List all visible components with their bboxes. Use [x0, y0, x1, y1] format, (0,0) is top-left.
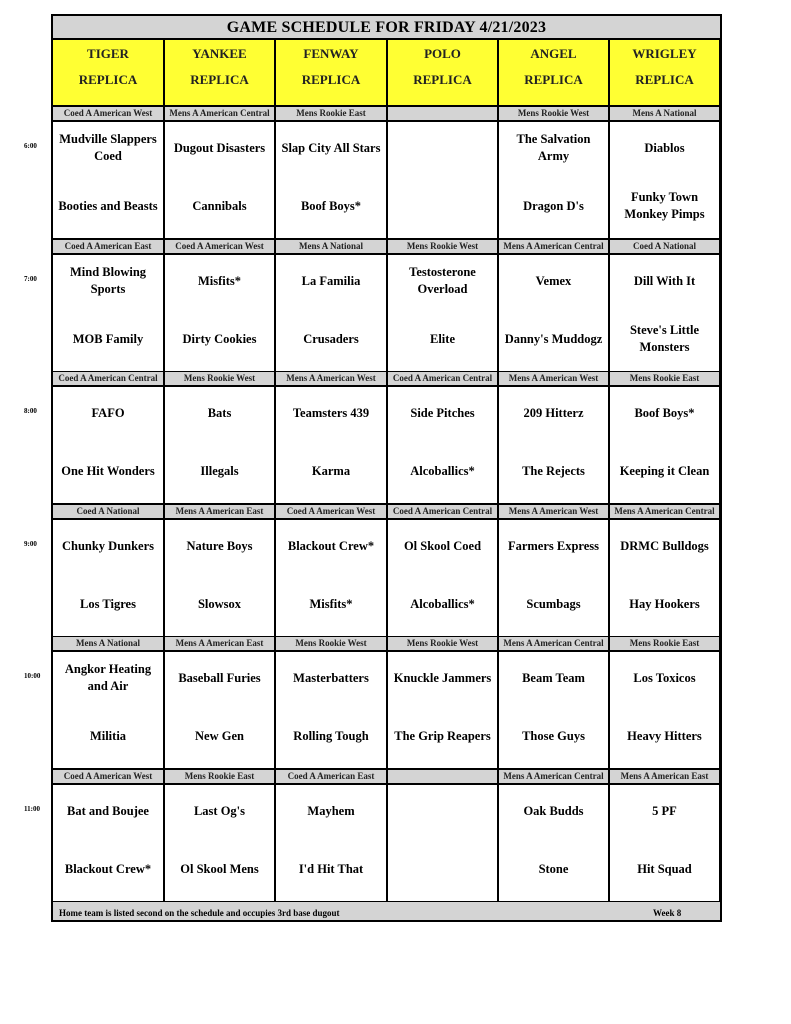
home-team: Los Tigres: [80, 596, 136, 611]
away-team: 5 PF: [652, 803, 677, 818]
home-team: Illegals: [200, 463, 239, 478]
away-team: Farmers Express: [507, 538, 600, 553]
away-team: DRMC Bulldogs: [620, 538, 709, 553]
division-label: Mens A American Central: [165, 107, 274, 120]
division-label: Mens A American Central: [499, 637, 608, 650]
time-label: 7:00: [24, 275, 37, 283]
field-name: ANGEL: [530, 46, 577, 61]
home-team: I'd Hit That: [298, 861, 364, 876]
field-subtitle: REPLICA: [635, 72, 694, 87]
home-team: Danny's Muddogz: [504, 331, 603, 346]
home-team: Alcoballics*: [410, 463, 475, 478]
home-team: Heavy Hitters: [627, 728, 702, 743]
division-label: Coed A American West: [53, 770, 163, 783]
division-label: [388, 107, 497, 120]
away-team: Baseball Furies: [178, 670, 261, 685]
away-team: Boof Boys*: [634, 405, 695, 420]
field-subtitle: REPLICA: [524, 72, 583, 87]
home-team: Misfits*: [309, 596, 353, 611]
away-team: Knuckle Jammers: [393, 670, 492, 685]
home-team: Booties and Beasts: [58, 198, 158, 213]
home-team: The Rejects: [522, 463, 585, 478]
away-team: Misfits*: [197, 273, 242, 288]
field-subtitle: REPLICA: [190, 72, 249, 87]
away-team: Chunky Dunkers: [61, 538, 155, 553]
division-label: Mens Rookie West: [276, 637, 386, 650]
page-title: GAME SCHEDULE FOR FRIDAY 4/21/2023: [53, 16, 720, 38]
away-team: Bats: [207, 405, 232, 420]
division-label: Mens A American West: [499, 505, 608, 518]
division-label: Mens Rookie West: [499, 107, 608, 120]
division-label: Coed A American East: [53, 240, 163, 253]
game-cell: [53, 520, 163, 636]
away-team: Nature Boys: [186, 538, 253, 553]
game-cell: [610, 520, 719, 636]
game-cell: [499, 122, 608, 238]
away-team: Mayhem: [307, 803, 355, 818]
division-label: Mens A American Central: [499, 770, 608, 783]
home-team: Funky Town Monkey Pimps: [624, 190, 705, 221]
home-team: Dirty Cookies: [182, 331, 257, 346]
game-cell: [388, 652, 497, 768]
game-cell: [610, 387, 719, 503]
away-team: 209 Hitterz: [523, 405, 584, 420]
time-label: 6:00: [24, 142, 37, 150]
game-cell: [388, 255, 497, 371]
game-cell: [388, 387, 497, 503]
division-label: Mens A American East: [610, 770, 719, 783]
away-team: Side Pitches: [410, 405, 475, 420]
field-subtitle: REPLICA: [413, 72, 472, 87]
home-team: Those Guys: [522, 728, 585, 743]
division-label: Coed A National: [53, 505, 163, 518]
field-subtitle: REPLICA: [301, 72, 361, 87]
division-label: Mens A National: [53, 637, 163, 650]
away-team: Los Toxicos: [633, 670, 696, 685]
away-team: FAFO: [91, 405, 125, 420]
game-cell: [499, 387, 608, 503]
division-label: Mens Rookie East: [610, 372, 719, 385]
field-name: FENWAY: [303, 46, 359, 61]
away-team: Dugout Disasters: [173, 140, 266, 155]
game-cell: [388, 122, 497, 238]
game-cell: [165, 387, 274, 503]
time-label: 11:00: [24, 805, 40, 813]
division-label: Mens Rookie West: [165, 372, 274, 385]
away-team: [390, 128, 495, 168]
home-team: Dragon D's: [523, 198, 584, 213]
home-team: Elite: [430, 331, 455, 346]
division-label: Mens A American East: [165, 637, 274, 650]
away-team: Beam Team: [522, 670, 585, 685]
away-team: Masterbatters: [293, 670, 369, 685]
away-team: [390, 791, 495, 831]
game-cell: [499, 520, 608, 636]
game-cell: [499, 255, 608, 371]
game-cell: [165, 255, 274, 371]
away-team: Mudville Slappers Coed: [59, 132, 157, 163]
field-name: WRIGLEY: [632, 46, 697, 61]
game-cell: [276, 255, 386, 371]
away-team: Teamsters 439: [292, 405, 370, 420]
game-cell: [53, 387, 163, 503]
field-header: [499, 40, 608, 105]
field-name: POLO: [424, 46, 461, 61]
home-team: Alcoballics*: [410, 596, 475, 611]
home-team: Stone: [538, 861, 569, 876]
home-team: Hit Squad: [637, 861, 692, 876]
home-team: Steve's Little Monsters: [629, 323, 700, 354]
away-team: Testosterone Overload: [409, 265, 476, 296]
home-team: Keeping it Clean: [619, 463, 710, 478]
home-team: Scumbags: [526, 596, 581, 611]
game-cell: [610, 785, 719, 901]
field-name: TIGER: [87, 46, 129, 61]
division-label: Mens A National: [610, 107, 719, 120]
division-label: Coed A American Central: [388, 372, 497, 385]
home-team: Boof Boys*: [300, 198, 362, 213]
division-label: Coed A American West: [165, 240, 274, 253]
division-label: Coed A American West: [53, 107, 163, 120]
game-cell: [610, 255, 719, 371]
game-cell: [53, 785, 163, 901]
division-label: [388, 770, 497, 783]
game-cell: [276, 520, 386, 636]
division-label: Mens Rookie East: [165, 770, 274, 783]
game-cell: [53, 122, 163, 238]
away-team: Oak Budds: [523, 803, 584, 818]
game-cell: [499, 652, 608, 768]
division-label: Mens A American Central: [610, 505, 719, 518]
field-header: [276, 40, 386, 105]
footer-bar: [53, 902, 720, 920]
game-cell: [165, 652, 274, 768]
week-label: Week 8: [653, 908, 682, 918]
schedule-table: [51, 14, 722, 922]
away-team: Blackout Crew*: [287, 538, 375, 553]
division-label: Mens A American West: [276, 372, 386, 385]
division-label: Mens Rookie West: [388, 637, 497, 650]
field-subtitle: REPLICA: [78, 72, 138, 87]
division-label: Coed A American Central: [53, 372, 163, 385]
field-header: [53, 40, 163, 105]
division-label: Mens A American Central: [499, 240, 608, 253]
game-cell: [276, 122, 386, 238]
game-cell: [499, 785, 608, 901]
game-cell: [165, 122, 274, 238]
home-team: Blackout Crew*: [64, 861, 152, 876]
footer-note: Home team is listed second on the schedule and occupies 3rd base dugout: [59, 908, 340, 918]
home-team: Crusaders: [303, 331, 359, 346]
away-team: Diablos: [644, 140, 685, 155]
time-label: 9:00: [24, 540, 37, 548]
division-label: Mens Rookie East: [276, 107, 386, 120]
game-cell: [388, 785, 497, 901]
away-team: Last Og's: [193, 803, 246, 818]
away-team: Mind Blowing Sports: [69, 265, 147, 296]
home-team: Ol Skool Mens: [180, 861, 259, 876]
home-team: Slowsox: [197, 596, 242, 611]
home-team: The Grip Reapers: [394, 728, 491, 743]
home-team: Hay Hookers: [629, 596, 700, 611]
home-team: Karma: [311, 463, 351, 478]
division-label: Coed A American East: [276, 770, 386, 783]
away-team: Slap City All Stars: [281, 140, 381, 155]
away-team: Dill With It: [633, 273, 696, 288]
away-team: Vemex: [535, 273, 572, 288]
game-cell: [165, 785, 274, 901]
game-cell: [610, 122, 719, 238]
home-team: Militia: [89, 728, 127, 743]
game-cell: [276, 785, 386, 901]
time-label: 8:00: [24, 407, 37, 415]
away-team: The Salvation Army: [516, 132, 591, 163]
away-team: Bat and Boujee: [67, 803, 149, 818]
home-team: New Gen: [195, 728, 244, 743]
game-cell: [610, 652, 719, 768]
division-label: Coed A National: [610, 240, 719, 253]
game-cell: [276, 652, 386, 768]
game-cell: [53, 255, 163, 371]
division-label: Coed A American West: [276, 505, 386, 518]
home-team: One Hit Wonders: [61, 463, 155, 478]
home-team: Rolling Tough: [293, 728, 369, 743]
game-cell: [388, 520, 497, 636]
home-team: [390, 849, 495, 889]
home-team: Cannibals: [192, 198, 247, 213]
away-team: Ol Skool Coed: [403, 538, 482, 553]
home-team: [390, 186, 495, 226]
game-cell: [53, 652, 163, 768]
division-label: Mens A American West: [499, 372, 608, 385]
division-label: Mens A American East: [165, 505, 274, 518]
field-name: YANKEE: [192, 46, 247, 61]
field-header: [165, 40, 274, 105]
home-team: MOB Family: [72, 331, 144, 346]
division-label: Mens Rookie East: [610, 637, 719, 650]
field-header: [388, 40, 497, 105]
division-label: Mens A National: [276, 240, 386, 253]
game-cell: [276, 387, 386, 503]
away-team: Angkor Heating and Air: [64, 662, 152, 693]
away-team: La Familia: [301, 273, 361, 288]
division-label: Coed A American Central: [388, 505, 497, 518]
division-label: Mens Rookie West: [388, 240, 497, 253]
field-header: [610, 40, 719, 105]
time-label: 10:00: [24, 672, 41, 680]
game-cell: [165, 520, 274, 636]
